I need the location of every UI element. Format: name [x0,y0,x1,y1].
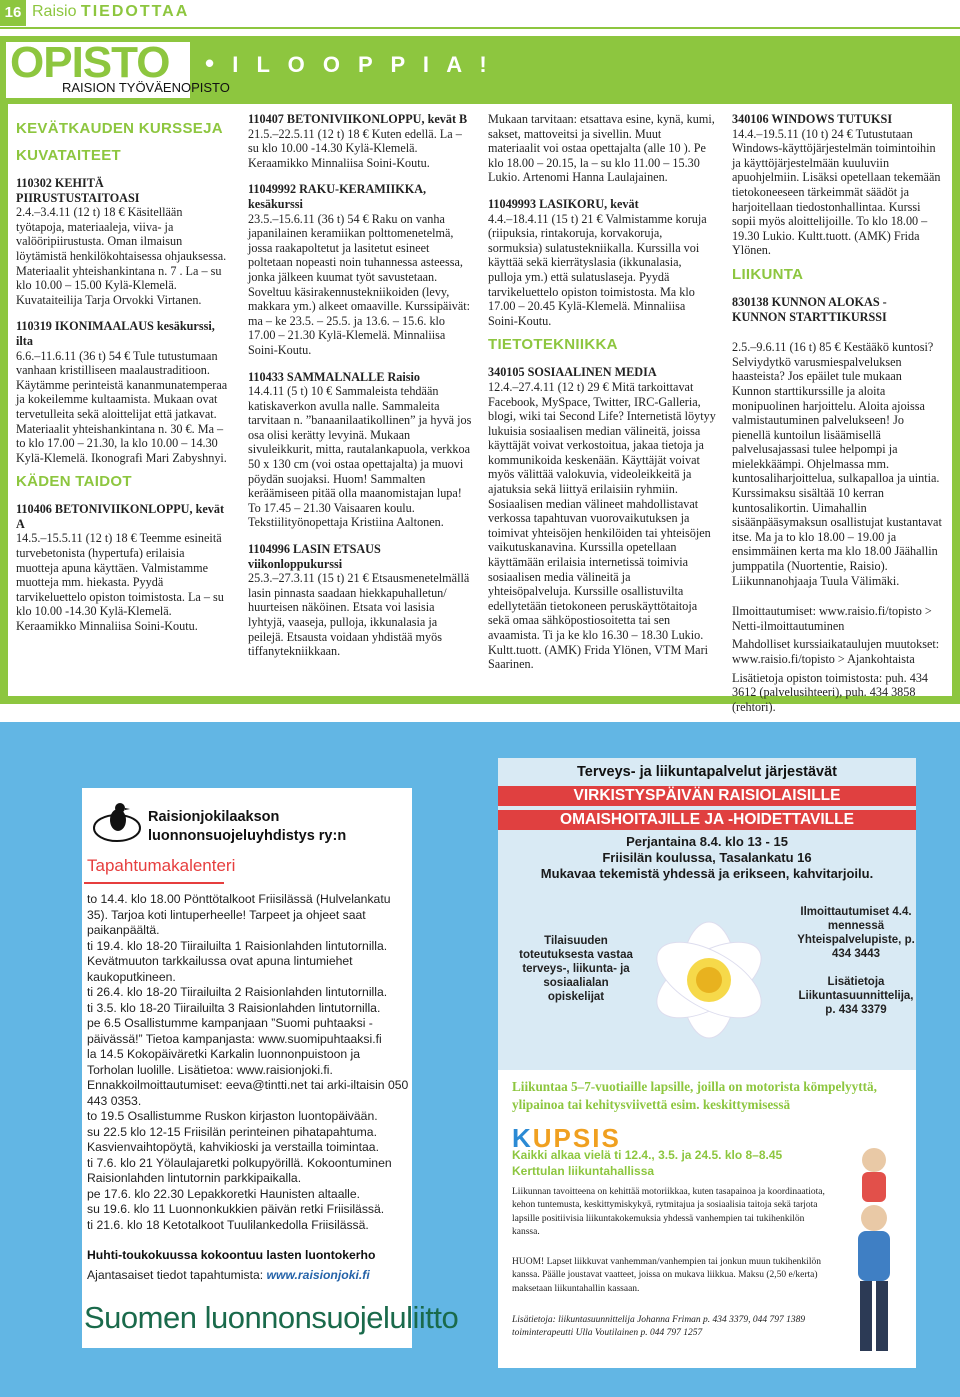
course-column-2 [248,112,473,659]
course-column-3 [488,112,716,672]
event-item: to 14.4. klo 18.00 Pönttötalkoot Friisilässä (Hulvelankatu 35). Tarjoa koti lintuperheelle! Tarpeet ja ohjeet saat paikanpäältä. [87,892,391,937]
course-title: 110407 BETONIVIIKONLOPPU, kevät B [248,112,468,126]
kupsis-logo-rest: UPSIS [532,1123,621,1153]
event-item: su 19.6. klo 11 Luonnonkukkien päivän retki Friisilässä. [87,1202,385,1216]
rjl-events-list [87,892,409,1233]
course-text: 25.3.–27.3.11 (15 t) 21 € Etsausmenetelmällä lasin pinnasta saadaan hiekkapuhalletun/ huurteisen näköinen. Etsata voi lasisia lyhtyjä, vaaseja, pulloja, ikkunalasia ja peilejä. Etsausta voidaan yhdistää myös tiffanytekniikkaan. [248,571,470,659]
event-item: pe 17.6. klo 22.30 Lepakkoretki Haunisten altaalle. [87,1186,361,1201]
course-text: 12.4.–27.4.11 (12 t) 29 € Mitä tarkoittavat Facebook, MySpace, Twitter, IRC-Galleria, blogi, wiki tai Second Life? Internetistä löytyy lukuisia sosiaalisen median välineitä, joissa käyttäjät voivat verkostoitua, jakaa tietoja ja kommunikoida keskenään. Käyttäjät voivat myös välittää valokuvia, videoleikkeitä ja ajatuksia sekä liittyä erilaisiin ryhmiin. Sosiaalisen median välineet mahdollistavat verkossa tapahtuvan vuorovaikutuksen ja toimivat yhteisöjen henkilöiden tai yhteisöjen vaikutuskanavina. Kurssilla opetellaan käyttämään erilaisia internetissä toimivia sosiaalisen media välineitä ja yhteisöpalveluja. Kurssille osallistuvilta edellytetään tietokoneen peruskäyttötaitoja sekä omaa sähköpostiosoitetta tai sen avaamista. Ti ja ke klo 16.30 – 18.30 Lukio. Kultt.tuott. (AMK) Frida Ylönen, VTM Mari Saarinen. [488,379,716,672]
course-title: 11049992 RAKU-KERAMIIKKA, kesäkurssi [248,182,427,211]
kupsis-logo-k: K [512,1123,533,1153]
section-heading: TIETOTEKNIIKKA [488,336,618,354]
rjl-kids-club-note: Huhti-toukokuussa kokoontuu lasten luontokerho [87,1248,376,1262]
section-heading: LIIKUNTA [732,265,804,283]
section-title: TIEDOTTAA [80,3,190,20]
course-title: 11049993 LASIKORU, kevät [488,196,639,211]
rjl-info-line [87,1268,370,1282]
event-item: ti 7.6. klo 21 Yölaulajaretki polkupyörillä. Kokoontuminen Raisionlahden lintutornin parkkipaikalla. [87,1155,392,1185]
narcissus-flower-image [620,885,798,1065]
event-item: ti 3.5. klo 18-20 Tiirailuilta 3 Raisionlahden lintutornilla. [87,1000,381,1015]
kupsis-dates: Kaikki alkaa vielä ti 12.4., 3.5. ja 24.5. klo 8–8.45 [512,1148,783,1162]
course-title: 340105 SOSIAALINEN MEDIA [488,365,657,380]
section-heading: KÄDEN TAIDOT [16,473,132,491]
course-text: 4.4.–18.4.11 (15 t) 21 € Valmistamme koruja (riipuksia, rintakoruja, korvakoruja, sormuksia) sulatustekniikalla. Kurssilla voi käyttää sekä kierrätyslasia (ikkunalasia, pulloja ym.) että sulatuslaseja. Pyydä tarvikeluettelo opiston toimistosta. Ma klo 17.00 – 20.45 Kylä-Klemelä. Minnaliisa Soini-Koutu. [488,211,707,328]
course-text: Mukaan tarvitaan: etsattava esine, kynä, kumi, sakset, mattoveitsi ja sivellin. Muut materiaalit voi ostaa opettajalta (alle 10 ). Pe klo 18.00 – 20.15, la – su klo 11.00 – 15.30 Lukio. Artenomi Hanna Laulajainen. [488,112,715,185]
course-text: 14.4.11 (5 t) 10 € Sammaleista tehdään katiskaverkon avulla nalle. Sammaleita tarvitaan n. ”banaanilaatikollinen” ja hyvä jos osa olisi kerätty levyinä. Mukaan sivuleikkurit, mitta, rautalankapuola, verkkoa 50 x 130 cm (voi ostaa opettajalta) ja muovi pöydän suojaksi. Huom! Sammalten keräämiseen pitää olla maanomistajan lupa! To 17.45 – 21.30 Vaisaaren koulu. Tekstiilityönopettaja Kristiina Aaltonen. [248,384,472,530]
kupsis-schedule [512,1147,782,1179]
rjl-divider [84,882,224,884]
family-photo-image [834,1140,914,1365]
slogan-text: I L O O P P I A ! [232,52,493,77]
virkistyspaiva-desc: Mukavaa tekemistä yhdessä ja erikseen, kahvitarjoilu. [540,866,874,881]
course-text: 14.4.–19.5.11 (10 t) 24 € Tutustutaan Windows-käyttöjärjestelmän toimintoihin ja käyttöjärjestelmään kuuluviin apuohjelmiin. Lisäksi opetellaan tekemään tietokoneeseen tärkeimmät säädöt ja harjoitellaan tiedostonhallintaa. Kurssi sopii myös aloittelijoille. To klo 18.00 – 19.30 Lukio. Kultt.tuott. (AMK) Frida Ylönen. [732,126,941,258]
kupsis-contact-text: Lisätietoja: liikuntasuunnittelija Johanna Friman p. 434 3379, 044 797 1389 toiminterapeutti Ulla Voutilainen p. 044 797 1257 [512,1315,806,1339]
section-heading: KUVATAITEET [16,147,121,164]
course-column-4 [732,112,942,714]
course-title: 110406 BETONIVIIKONLOPPU, kevät A [16,502,225,531]
section-word: Raisio [32,3,77,20]
virkistyspaiva-stripe-1: VIRKISTYSPÄIVÄN RAISIOLAISILLE [498,786,916,806]
rjl-subtitle: Tapahtumakalenteri [87,856,236,875]
course-title: 830138 KUNNON ALOKAS - KUNNON STARTTIKURSSI [732,294,887,324]
virkistyspaiva-stripe-2: OMAISHOITAJILLE JA -HOIDETTAVILLE [498,810,916,830]
section-heading: KEVÄTKAUDEN KURSSEJA [16,120,223,137]
opisto-logo-subtitle: RAISION TYÖVÄENOPISTO [62,80,230,95]
page-number: 16 [0,0,26,26]
kupsis-note-text: HUOM! Lapset liikkuvat vanhemman/vanhempien tai jonkun muun tukihenkilön kanssa. Päälle joustavat vaatteet, joissa on mukava liikkua. Maksu (2,50 e/kerta) maksetaan liikuntahallin kassaan. [512,1257,821,1294]
info-note: Lisätietoja Liikuntasuunnittelija, p. 434 3379 [798,976,914,1016]
course-text: Lisätietoja opiston toimistosta: puh. 434 3612 (palvelusihteeri), puh. 434 3858 (rehtori). [732,670,929,714]
course-text: Ilmoittautumiset: www.raisio.fi/topisto > Netti-ilmoittautuminen [732,604,932,633]
virkistyspaiva-place: Friisilän koulussa, Tasalankatu 16 [602,850,812,865]
kupsis-goal-text: Liikunnan tavoitteena on kehittää motoriikkaa, kuten tasapainoa ja koordinaatiota, kehon tuntemusta, keskittymiskykyä, rytmitajua ja sosiaalisia taitoja sekä tarjota lapsille positiivisia liikuntakokemuksia yhdessä vanhempien tai tukihenkilön kanssa. [512,1187,825,1237]
section-header [32,3,189,21]
bird-logo-icon [92,798,142,846]
course-title: 340106 WINDOWS TUTUKSI [732,112,893,126]
registration-note: Ilmoittautumiset 4.4. mennessä Yhteispalvelupiste, p. 434 3443 [797,906,915,960]
course-text: 2.5.–9.6.11 (16 t) 85 € Kestääkö kuntosi? Selviydytkö varusmiespalveluksen haasteista? Jos epäilet tule mukaan Kunnon starttikurssille ja aloita monipuolinen harjoittelu. Aloita ajoissa valmistautuminen palvelukseen! Jo pienellä kuntoilun lisäämisellä palvelusajassasi tulee helpompi ja mielekkäämpi. Ohjelmassa mm. kuntosaliharjoittelua, sulkapalloa ja uintia. Kurssimaksu sisältää 10 kerran kuntosalikortin. Uimahallin sisäänpääsymaksun osallistujat kustantavat itse. Ma ja to klo 18.00 – 19.00 ja ensimmäinen kerta ma klo 18.00 Jäähallin jumppatila (Nuortentie, Raisio). Liikunnanohjaaja Tuula Välimäki. [732,340,942,588]
rjl-website-link[interactable]: www.raisionjoki.fi [266,1268,370,1282]
kupsis-title: Liikuntaa 5–7-vuotiaille lapsille, joilla on motorista kömpelyyttä, ylipainoa tai kehitysviivettä esim. keskittymisessä [512,1079,877,1112]
course-text: 2.4.–3.4.11 (12 t) 18 € Käsitellään työtapoja, materiaaleja, viiva- ja valööripiirustusta. Oman ilmaisun löytämistä henkilökohtaisessa ohjauksessa. Materiaalit yhteishankintana n. 7 . La – su klo 10.00 – 15.00 Kylä-Klemelä. Kuvataiteilija Tarja Orvokki Virtanen. [16,205,227,307]
course-title: 110319 IKONIMAALAUS kesäkurssi, ilta [16,319,215,348]
course-text: 14.5.–15.5.11 (12 t) 18 € Teemme esineitä turvebetonista (hypertufa) erilaisia muotteja apuna käyttäen. Valmistamme muotteja mm. hiekasta. Pyydä tarvikeluettelo opiston toimistosta. La – su klo 10.00 -14.30 Kylä-Klemelä. Keraamikko Minnaliisa Soini-Koutu. [16,531,224,634]
organizer-note: Tilaisuuden toteutuksesta vastaa terveys-, liikunta- ja sosiaalialan opiskelijat [519,935,633,1003]
rjl-info-prefix: Ajantasaiset tiedot tapahtumista: [87,1268,267,1282]
event-item: ti 21.6. klo 18 Ketotalkoot Tuulilankedolla Friisilässä. [87,1217,369,1232]
event-item: pe 6.5 Osallistumme kampanjaan ”Suomi puhtaaksi - päivässä!” Tietoa kampanjasta: www.suomipuhtaaksi.fi [87,1016,382,1046]
virkistyspaiva-date: Perjantaina 8.4. klo 13 - 15 [626,834,788,849]
header-rule [0,27,960,29]
opisto-slogan [205,48,493,79]
course-column-1 [16,112,230,634]
course-title: 110302 KEHITÄ PIIRUSTUSTAITOASI [16,176,140,205]
course-title: 110433 SAMMALNALLE Raisio [248,369,420,384]
opisto-logo: OPISTO [10,38,170,87]
course-text: Mahdolliset kurssiaikataulujen muutokset: www.raisio.fi/topisto > Ajankohtaista [732,637,940,666]
event-item: la 14.5 Kokopäiväretki Karkalin luonnonpuistoon ja Torholan luolille. Lisätietoa: www.raisionjoki.fi. Ennakkoilmoittautumiset: eeva@tintti.net tai arki-iltaisin 050 443 0353. [87,1047,409,1108]
kupsis-place: Kerttulan liikuntahallissa [512,1164,655,1178]
event-item: ti 26.4. klo 18-20 Tiirailuilta 2 Raisionlahden lintutornilla. [87,985,388,999]
course-text: 21.5.–22.5.11 (12 t) 18 € Kuten edellä. La – su klo 10.00 -14.30 Kylä-Klemelä. Keraamikko Minnaliisa Soini-Koutu. [248,126,462,170]
event-item: to 19.5 Osallistumme Ruskon kirjaston luontopäivään. [87,1109,378,1123]
slogan-dot: • [205,48,221,78]
course-text: 6.6.–11.6.11 (36 t) 54 € Tule tutustumaan vanhaan kristilliseen maalaustraditioon. Käytämme perinteistä kananmunatemperaa ja kokeilemme kultaamista. Mukaan ovat tervetulleita sekä aloittelijat että jatkavat. Materiaalit yhteishankintana n. 30 €. Ma – to klo 17.00 – 21.30, la klo 10.00 – 14.30 Kylä-Klemelä. Ikonografi Mari Zabyshnyi. [16,348,228,465]
virkistyspaiva-details [498,834,916,882]
event-item: ti 19.4. klo 18-20 Tiirailuilta 1 Raisionlahden lintutornilla. Kevätmuuton tarkkailussa ovat apuna lintumiehet kaukoputkineen. [87,938,388,984]
sly-logo: Suomen luonnonsuojeluliitto [84,1300,459,1335]
course-title: 1104996 LASIN ETSAUS viikonloppukurssi [248,542,381,571]
rjl-title: Raisionjokilaakson luonnonsuojeluyhdistys ry:n [148,809,347,844]
course-text: 23.5.–15.6.11 (36 t) 54 € Raku on vanha japanilainen keramiikan polttomenetelmä, jossa raakapoltetut ja lasitetut esineet poltetaan nopeasti noin tuhannessa asteessa, jonka jälkeen kuumat työt savustetaan. Soveltuu käsirakennustekniikoiden (levy, makkara ym.) alkeet omaaville. Kurssipäivät: ma – ke 23.5. – 25.5. ja 13.6. – 15.6. klo 17.00 – 21.30 Kylä-Klemelä. Minnaliisa Soini-Koutu. [248,211,471,357]
event-item: su 22.5 klo 12-15 Friisilän perinteinen pihatapahtuma. Kasvienvaihtopöytä, kahvikioski ja verstailla toimintaa. [87,1124,379,1154]
virkistyspaiva-title: Terveys- ja liikuntapalvelut järjestävät [576,764,838,780]
